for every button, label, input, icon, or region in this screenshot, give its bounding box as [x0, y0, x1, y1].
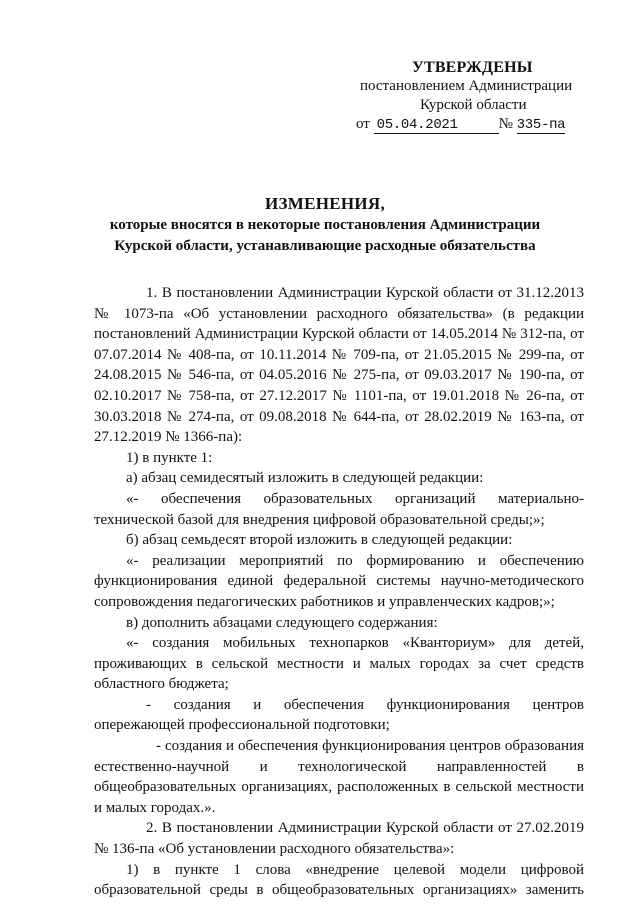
paragraph-10: - создания и обеспечения функционирования центров образования естественно-научной и технологической направленностей в общеобразовательных организациях, расположенных в сельской местности и малых городах.». — [94, 738, 584, 816]
approval-number: 335-па — [516, 117, 566, 133]
number-prefix: № — [498, 116, 513, 132]
document-heading — [90, 193, 560, 257]
approval-date: 05.04.2021 — [374, 118, 499, 134]
paragraph-1: 1. В постановлении Администрации Курской области от 31.12.2013 № 1073-па «Об установлении расходного обязательства» (в редакции постановлений Администрации Курской области от 14.05.2014 № 312-па, от 07.07.2014 № 408-па, от 10.11.2014 № 709-па, от 21.05.2015 № 299-па, от 24.08.2015 № 546-па, от 04.05.2016 № 275-па, от 09.03.2017 № 190-па, от 02.10.2017 № 758-па, от 27.12.2017 № 1101-па, от 19.01.2018 № 26-па, от 30.03.2018 № 274-па, от 09.08.2018 № 644-па, от 28.02.2019 № 163-па, от 27.12.2019 № 1366-па): — [94, 285, 584, 446]
approval-line-1: постановлением Администрации — [360, 78, 573, 94]
date-prefix: от — [356, 116, 370, 132]
paragraph-7: в) дополнить абзацами следующего содержания: — [126, 614, 438, 631]
heading-title: ИЗМЕНЕНИЯ, — [264, 194, 386, 213]
paragraph-8: «- создания мобильных технопарков «Кванториум» для детей, проживающих в сельской местности и малых городах за счет средств областного бюджета; — [94, 635, 584, 693]
approval-date-line — [340, 115, 600, 134]
paragraph-4: «- обеспечения образовательных организаций материально-технической базой для внедрения цифровой образовательной среды;»; — [94, 490, 584, 528]
approval-block — [340, 58, 600, 134]
paragraph-11: 2. В постановлении Администрации Курской области от 27.02.2019 № 136-па «Об установлении расходного обязательства»: — [94, 820, 584, 858]
document-body — [94, 283, 584, 901]
paragraph-3: а) абзац семидесятый изложить в следующей редакции: — [126, 470, 484, 487]
paragraph-5: б) абзац семьдесят второй изложить в следующей редакции: — [126, 532, 513, 549]
paragraph-2: 1) в пункте 1: — [126, 449, 213, 466]
paragraph-12: 1) в пункте 1 слова «внедрение целевой модели цифровой образовательной среды в общеобразовательных организациях» заменить — [94, 861, 584, 899]
paragraph-6: «- реализации мероприятий по формированию и обеспечению функционирования единой федеральной системы научно-методического сопровождения педагогических работников и управленческих кадров;»; — [94, 552, 584, 610]
approval-title: УТВЕРЖДЕНЫ — [412, 59, 533, 76]
heading-subtitle-line-1: которые вносятся в некоторые постановления Администрации — [109, 217, 541, 233]
approval-line-2: Курской области — [420, 97, 527, 113]
heading-subtitle-line-2: Курской области, устанавливающие расходные обязательства — [114, 238, 536, 254]
paragraph-9: - создания и обеспечения функционирования центров опережающей профессиональной подготовки; — [94, 696, 584, 734]
